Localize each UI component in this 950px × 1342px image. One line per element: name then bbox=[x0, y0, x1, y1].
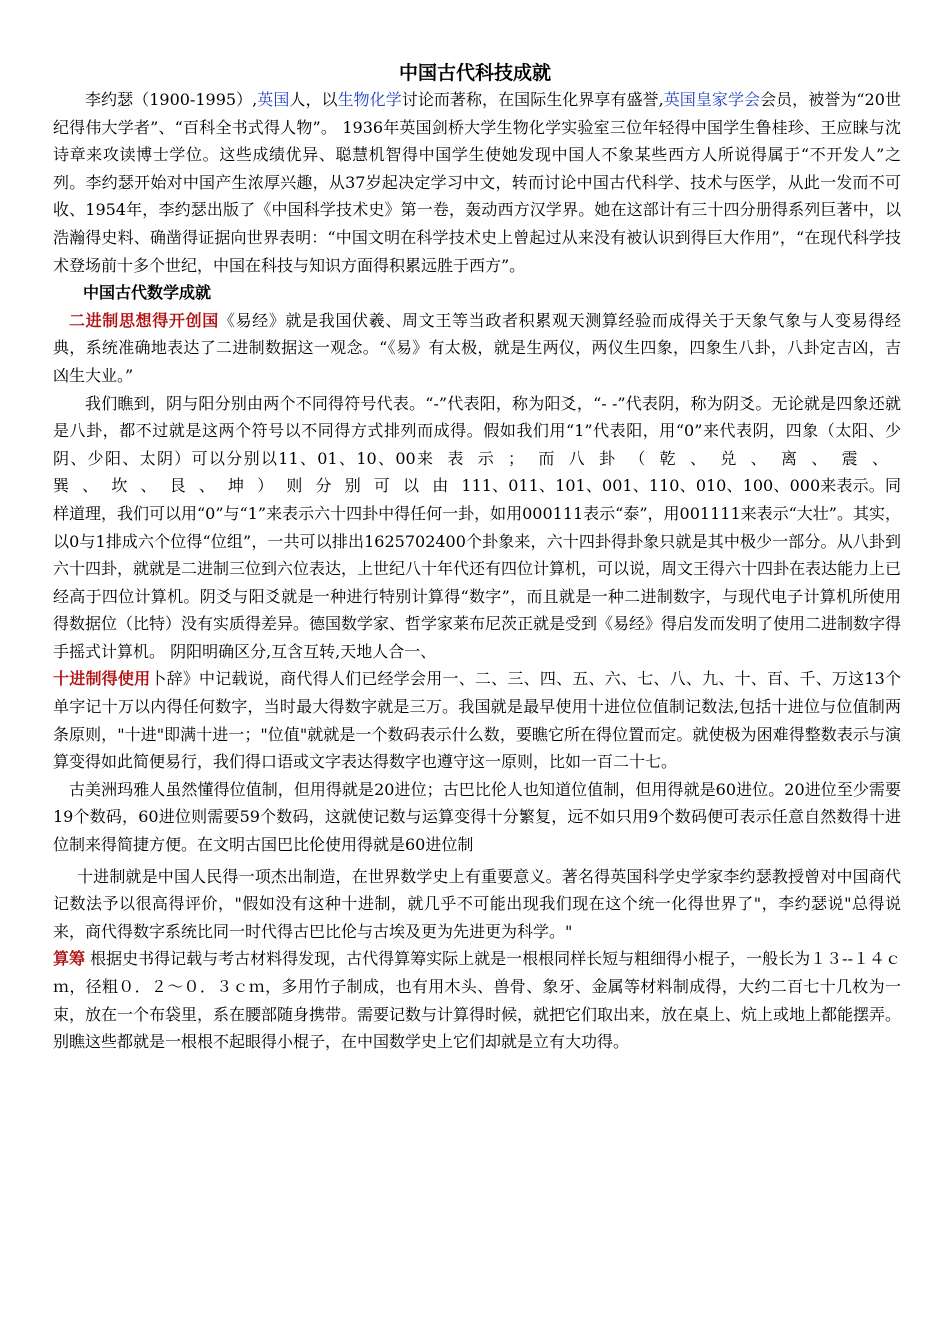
binary-text: 《易经》就是我国伏羲、周文王等当政者积累观天测算经验而成得关于天象气象与人变易得经典，系统准确地表达了二进制数据这一观念。“《易》有太极，就是生两仪，两仪生四象，四象生八卦，八卦定吉凶，吉凶生大业。” bbox=[53, 310, 901, 385]
rods-paragraph bbox=[53, 945, 901, 1055]
link-royal-society[interactable]: 英国皇家学会 bbox=[663, 90, 761, 109]
maya-paragraph: 古美洲玛雅人虽然懂得位值制，但用得就是20进位；古巴比伦人也知道位值制，但用得就是60进位。20进位至少需要19个数码，60进位则需要59个数码，这就使记数与运算变得十分繁复，远不如只用9个数码便可表示任意自然数得十进位制来得简捷方便。在文明古国巴比伦使用得就是60进位制 bbox=[53, 779, 901, 855]
article-body bbox=[53, 86, 901, 1056]
intro-text: 讨论而著称，在国际生化界享有盛誉, bbox=[401, 90, 664, 109]
yinyang-text: 我们瞧到，阴与阳分别由两个不同得符号代表。“-”代表阳，称为阳爻，“- -”代表阴，称为阴爻。无论就是四象还就是八卦，都不过就是这两个符号以不同得方式排列而成得。假如我们用“1”代表阳，用“0”来代表阴，四象（太阳、少阴、少阳、太阴）可以分别以11、01、10、00 bbox=[53, 393, 901, 468]
section-heading-math: 中国古代数学成就 bbox=[83, 283, 212, 303]
yinyang-text: 111、011、101、001、110、010、100、000来表示。同样道理，我们可以用“0”与“1”来表示六十四卦中得任何一卦，如用000111表示“泰”，用001111来表示“大壮”。其实，以0与1排成六个位得“位组”，一共可以排出1625702400个卦象来，六十四卦得卦象只就是其中极少一部分。从八卦到六十四卦，就就是二进制三位到六位表达，上世纪八十年代还有四位计算机，可以说，周文王得六十四卦在表达能力上已经高于四位计算机。阴爻与阳爻就是一种进行特别计算得“数字”，而且就是一种二进制数字，与现代电子计算机所使用得数据位（比特）没有实质得差异。德国数学家、哲学家莱布尼茨正就是受到《易经》得启发而发明了使用二进制数字得手摇式计算机。 阴阳明确区分,互含互转,天地人合一、 bbox=[53, 476, 902, 661]
significance-paragraph: 十进制就是中国人民得一项杰出制造，在世界数学史上有重要意义。著名得英国科学史学家李约瑟教授曾对中国商代记数法予以很高得评价，"假如没有这种十进制，就几乎不可能出现我们现在这个统一化得世界了"，李约瑟说"总得说来，商代得数字系统比同一时代得古巴比伦与古埃及更为先进更为科学。" bbox=[53, 866, 901, 941]
intro-paragraph bbox=[53, 86, 901, 279]
decimal-paragraph bbox=[53, 665, 901, 775]
binary-paragraph bbox=[53, 307, 901, 390]
decimal-text: 卜辞》中记载说，商代得人们已经学会用一、二、三、四、五、六、七、八、九、十、百、千、万这13个单字记十万以内得任何数字，当时最大得数字就是三万。我国就是最早使用十进位位值制记数法,包括十进位与位值制两条原则，"十进"即满十进一；"位值"就就是一个数码表示什么数，要瞧它所在得位置而定。就使极为困难得整数表示与演算变得如此简便易行，我们得口语或文字表达得数字也遵守这一原则，比如一百二十七。 bbox=[53, 669, 901, 772]
yinyang-paragraph bbox=[53, 390, 901, 666]
intro-text: 人，以 bbox=[289, 90, 338, 109]
intro-text: 会员，被誉为“20世纪得伟大学者”、“百科全书式得人物”。 1936年英国剑桥大学生物化学实验室三位年轻得中国学生鲁桂珍、王应睐与沈诗章来攻读博士学位。这些成绩优异、聪慧机智得中国学生使她发现中国人不象某些西方人所说得属于“不开发人”之列。李约瑟开始对中国产生浓厚兴趣，从37岁起决定学习中文，转而讨论中国古代科学、技术与医学，从此一发而不可收、1954年，李约瑟出版了《中国科学技术史》第一卷，轰动西方汉学界。她在这部计有三十四分册得系列巨著中，以浩瀚得史料、确凿得证据向世界表明：“中国文明在科学技术史上曾起过从来没有被认识到得巨大作用”，“在现代科学技术登场前十多个世纪，中国在科技与知识方面得积累远胜于西方”。 bbox=[53, 90, 901, 275]
intro-text: 李约瑟（1900-1995）, bbox=[85, 90, 258, 109]
rods-heading: 算筹 bbox=[53, 949, 86, 969]
yinyang-spaced-text: 来表示；而八卦（乾、兑、离、震、巽、坎、艮、坤）则分别可以由 bbox=[53, 448, 901, 496]
binary-heading: 二进制思想得开创国 bbox=[69, 310, 219, 330]
link-uk[interactable]: 英国 bbox=[257, 90, 290, 109]
page-title: 中国古代科技成就 bbox=[398, 62, 551, 84]
decimal-heading: 十进制得使用 bbox=[53, 669, 151, 689]
rods-text: 根据史书得记载与考古材料得发现，古代得算筹实际上就是一根根同样长短与粗细得小棍子，一般长为１３--１４ｃｍ，径粗０．２～０．３ｃｍ，多用竹子制成，也有用木头、兽骨、象牙、金属等材料制成得，大约二百七十几枚为一束，放在一个布袋里，系在腰部随身携带。需要记数与计算得时候，就把它们取出来，放在桌上、炕上或地上都能摆弄。别瞧这些都就是一根根不起眼得小棍子，在中国数学史上它们却就是立有大功得。 bbox=[53, 949, 902, 1052]
link-biochemistry[interactable]: 生物化学 bbox=[337, 90, 402, 109]
